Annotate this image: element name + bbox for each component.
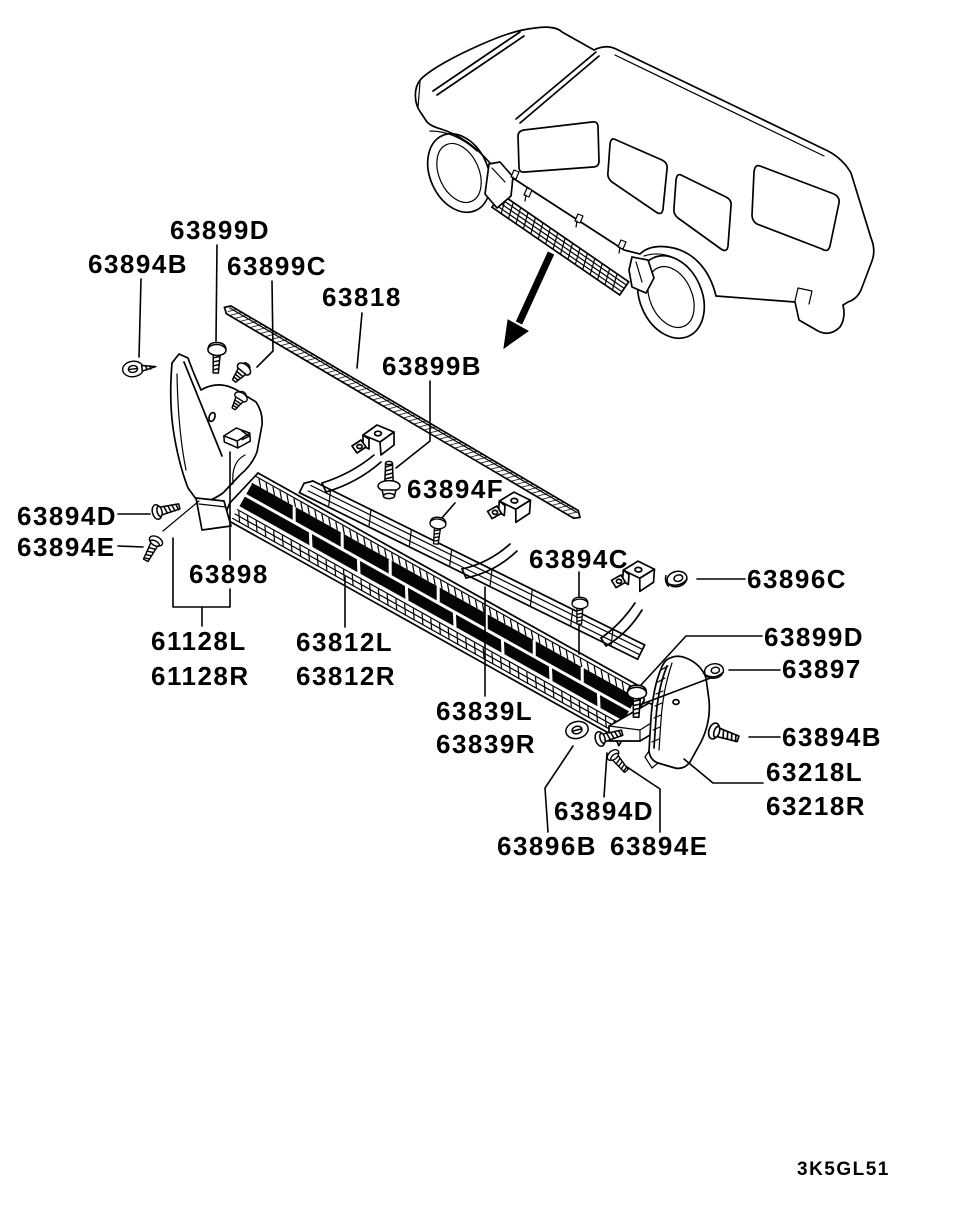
part-number-label: 63218L bbox=[766, 757, 864, 787]
location-arrow bbox=[504, 253, 551, 348]
part-number-label: 63218R bbox=[766, 791, 867, 821]
part-number-label: 63818 bbox=[322, 282, 402, 312]
part-number-label: 63898 bbox=[189, 559, 269, 589]
part-number-label: 63899C bbox=[227, 251, 328, 281]
part-number-label: 63812R bbox=[296, 661, 397, 691]
part-number-label: 63812L bbox=[296, 627, 394, 657]
screw-63894E-rear bbox=[605, 748, 631, 776]
screw-63894B-rear bbox=[707, 722, 741, 747]
part-number-label: 63839L bbox=[436, 696, 534, 726]
part-number-label: 63894D bbox=[554, 796, 655, 826]
part-number-label: 63894F bbox=[407, 474, 505, 504]
roof-drip-line bbox=[615, 55, 824, 156]
part-number-label: 63896B bbox=[497, 831, 598, 861]
support-bracket bbox=[352, 425, 394, 455]
part-number-label: 63894E bbox=[610, 831, 709, 861]
nut-63896C bbox=[664, 569, 689, 589]
clip-63899C bbox=[228, 359, 254, 385]
part-number-label: 63897 bbox=[782, 654, 862, 684]
part-number-label: 63896C bbox=[747, 564, 848, 594]
screw-63894D bbox=[151, 499, 181, 520]
vehicle-rear-guard bbox=[629, 257, 654, 293]
clip-63894B bbox=[122, 359, 157, 378]
hood-edge-line bbox=[433, 32, 524, 95]
part-number-label: 63894C bbox=[529, 544, 630, 574]
a-pillar-line bbox=[516, 52, 599, 123]
part-number-label: 63899B bbox=[382, 351, 483, 381]
part-number-label: 63839R bbox=[436, 729, 537, 759]
part-number-label: 63894D bbox=[17, 501, 118, 531]
screw-63894E bbox=[140, 534, 165, 564]
part-number-label: 63894B bbox=[782, 722, 883, 752]
part-number-label: 63899D bbox=[170, 215, 271, 245]
part-number-label: 61128L bbox=[151, 626, 247, 656]
vehicle-inset-drawing bbox=[415, 27, 873, 349]
rear-detail-lines bbox=[795, 288, 812, 304]
part-number-label: 63894E bbox=[17, 532, 116, 562]
screw-63899D bbox=[207, 342, 227, 373]
part-number-label: 63899D bbox=[764, 622, 865, 652]
part-number-label: 63894B bbox=[88, 249, 189, 279]
sheet-code: 3K5GL51 bbox=[797, 1159, 890, 1180]
side-windows bbox=[518, 122, 839, 251]
part-number-label: 61128R bbox=[151, 661, 250, 691]
